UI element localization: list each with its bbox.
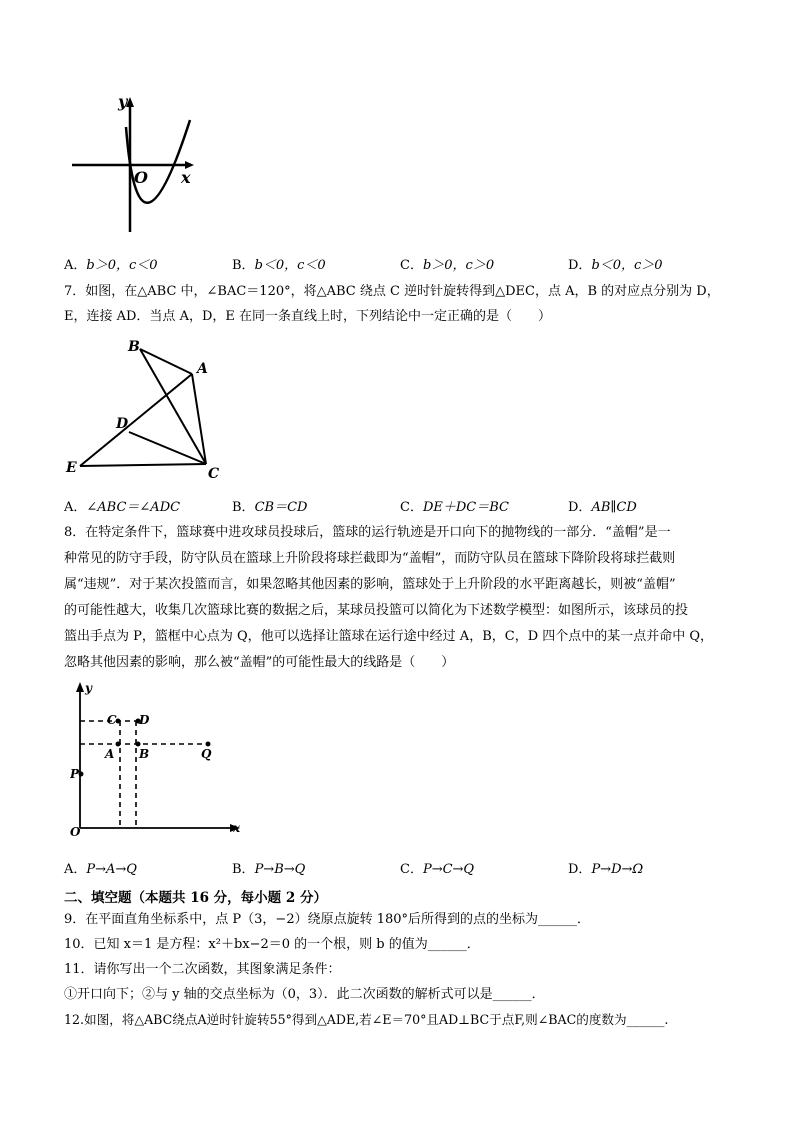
- q6-option-b[interactable]: [232, 257, 326, 275]
- q7-option-a[interactable]: [64, 499, 180, 517]
- q7-triangle-figure: [60, 335, 230, 485]
- option-letter: A．: [64, 258, 87, 273]
- point-q-dot: [206, 742, 211, 747]
- option-letter: D．: [568, 500, 592, 515]
- option-letter: D．: [568, 862, 592, 877]
- q9-text: 9．在平面直角坐标系中，点 P（3，−2）绕原点旋转 180°后所得到的点的坐标为______．: [64, 912, 591, 927]
- option-letter: B．: [232, 862, 255, 877]
- option-text: b＞0，c＜0: [86, 258, 158, 273]
- origin-label: O: [134, 168, 148, 187]
- q8-option-a[interactable]: [64, 861, 137, 879]
- option-letter: B．: [232, 500, 255, 515]
- point-q-label: Q: [201, 747, 212, 761]
- q6-option-c[interactable]: [400, 257, 494, 275]
- point-d-label: D: [139, 713, 150, 727]
- option-letter: A．: [64, 500, 87, 515]
- option-text: ∠ABC＝∠ADC: [86, 500, 181, 515]
- y-axis-label: y: [85, 681, 92, 695]
- point-p-dot: [79, 772, 84, 777]
- q6-option-d[interactable]: [568, 257, 663, 275]
- q8-option-c[interactable]: [400, 861, 474, 879]
- x-axis-label: x: [233, 821, 241, 835]
- option-text: P→A→Q: [86, 862, 137, 877]
- parabola-curve: [126, 120, 190, 203]
- q7-option-d[interactable]: [568, 499, 637, 517]
- option-text: b＜0，c＜0: [254, 258, 326, 273]
- option-text: P→D→Ω: [591, 862, 644, 877]
- q8-stem-line4: 的可能性越大，收集几次篮球比赛的数据之后，某球员投篮可以简化为下述数学模型：如图所示，该球员的投: [64, 603, 689, 618]
- point-a-label: A: [105, 747, 115, 761]
- option-text: DE＋DC＝BC: [422, 500, 509, 515]
- x-axis-label: x: [181, 168, 191, 187]
- point-b-dot: [136, 742, 141, 747]
- point-p-label: P: [70, 767, 80, 781]
- q8-stem-line3: 属“违规”．对于某次投篮而言，如果忽略其他因素的影响，篮球处于上升阶段的水平距离越长，则被“盖帽”: [64, 577, 676, 592]
- q8-stem-line2: 种常见的防守手段，防守队员在篮球上升阶段将球拦截即为“盖帽”，而防守队员在篮球下降阶段将球拦截则: [64, 551, 676, 566]
- option-text: CB＝CD: [254, 500, 308, 515]
- q7-stem-line1: 7．如图，在△ABC 中，∠BAC＝120°，将△ABC 绕点 C 逆时针旋转得到△DEC，点 A，B 的对应点分别为 D，: [64, 284, 720, 299]
- q11-line1: 11．请你写出一个二次函数，其图象满足条件：: [64, 962, 341, 977]
- point-c-label: C: [208, 466, 220, 482]
- q8-stem-line5: 篮出手点为 P，篮框中心点为 Q，他可以选择让篮球在运行途中经过 A，B，C，D 四个点中的某一点并命中 Q，: [64, 629, 714, 644]
- section-2-title: 二、填空题（本题共 16 分，每小题 2 分）: [64, 890, 327, 906]
- point-a-dot: [116, 742, 121, 747]
- option-letter: C．: [400, 862, 423, 877]
- q10-text: 10．已知 x＝1 是方程：x²＋bx−2＝0 的一个根，则 b 的值为______．: [64, 937, 480, 952]
- option-letter: A．: [64, 862, 87, 877]
- y-axis-label: y: [118, 92, 128, 111]
- q7-option-b[interactable]: [232, 499, 307, 517]
- point-b-label: B: [128, 339, 140, 355]
- q8-stem-line1: 8．在特定条件下，篮球赛中进攻球员投球后，篮球的运行轨迹是开口向下的抛物线的一部分．“盖帽”是一: [64, 525, 671, 540]
- point-c-label: C: [107, 713, 117, 727]
- option-letter: C．: [400, 500, 423, 515]
- q7-option-c[interactable]: [400, 499, 509, 517]
- q11-line2: ①开口向下；②与 y 轴的交点坐标为（0，3）．此二次函数的解析式可以是______．: [64, 987, 545, 1002]
- option-text: b＜0，c＞0: [591, 258, 663, 273]
- option-letter: D．: [568, 258, 592, 273]
- option-letter: C．: [400, 258, 423, 273]
- point-e-label: E: [66, 460, 77, 476]
- q12-text: 12.如图，将△ABC绕点A逆时针旋转55°得到△ADE,若∠E＝70°且AD⊥BC于点F,则∠BAC的度数为______.: [64, 1012, 669, 1027]
- q8-stem-line6: 忽略其他因素的影响，那么被“盖帽”的可能性最大的线路是（ ）: [64, 655, 455, 670]
- point-a-label: A: [197, 361, 208, 377]
- option-text: b＞0，c＞0: [422, 258, 495, 273]
- q7-stem-line2: E，连接 AD．当点 A，D，E 在同一条直线上时，下列结论中一定正确的是（ ）: [64, 309, 551, 324]
- option-text: P→C→Q: [422, 862, 475, 877]
- option-text: P→B→Q: [254, 862, 306, 877]
- option-letter: B．: [232, 258, 255, 273]
- q8-option-d[interactable]: [568, 861, 643, 879]
- q8-basketball-figure: [70, 678, 250, 840]
- q8-option-b[interactable]: [232, 861, 305, 879]
- point-b-label: B: [139, 747, 150, 761]
- option-text: AB∥CD: [591, 500, 637, 515]
- point-d-label: D: [116, 416, 129, 432]
- q6-option-a[interactable]: [64, 257, 158, 275]
- q6-parabola-graph: [68, 92, 198, 237]
- origin-label: O: [70, 825, 81, 839]
